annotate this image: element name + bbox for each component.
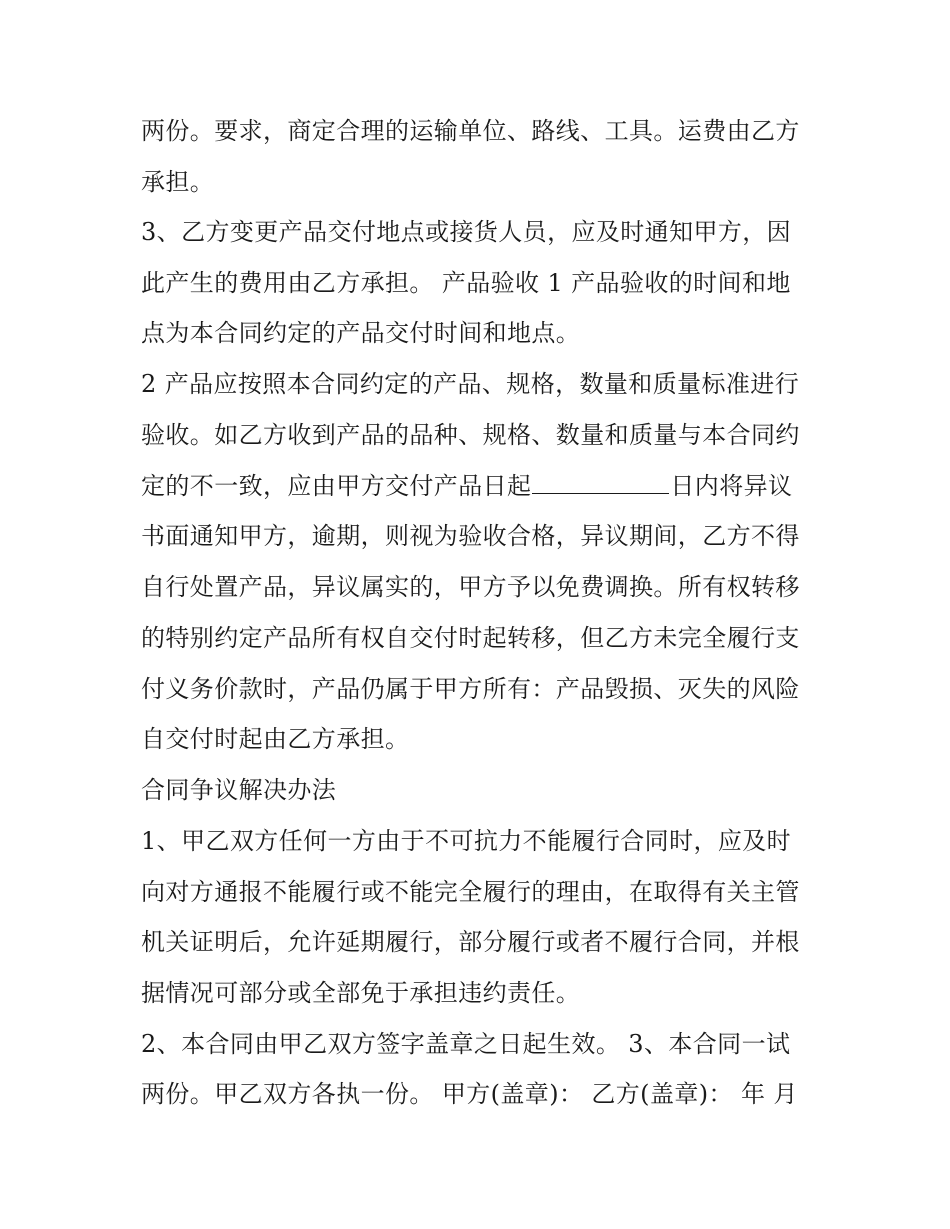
fill-in-blank xyxy=(532,471,669,494)
text-line: 自交付时起由乙方承担。 xyxy=(141,725,410,753)
text-line: 3、乙方变更产品交付地点或接货人员，应及时通知甲方，因 xyxy=(141,218,792,246)
text-line: 两份。甲乙双方各执一份。 甲方(盖章)： 乙方(盖章)： 年 月 xyxy=(141,1080,798,1108)
text-line: 承担。 xyxy=(141,168,215,196)
text-line: 两份。要求，商定合理的运输单位、路线、工具。运费由乙方 xyxy=(141,117,800,145)
text-line: 据情况可部分或全部免于承担违约责任。 xyxy=(141,979,581,1007)
text-line: 1、甲乙双方任何一方由于不可抗力不能履行合同时，应及时 xyxy=(141,827,792,855)
text-line-with-blank xyxy=(141,471,792,501)
text-line: 2 产品应按照本合同约定的产品、规格，数量和质量标准进行 xyxy=(141,370,800,398)
text-line: 点为本合同约定的产品交付时间和地点。 xyxy=(141,319,581,347)
text-line: 的特别约定产品所有权自交付时起转移，但乙方未完全履行支 xyxy=(141,624,800,652)
text-line: 向对方通报不能履行或不能完全履行的理由，在取得有关主管 xyxy=(141,878,800,906)
text-after-blank: 日内将异议 xyxy=(670,472,793,500)
text-line: 自行处置产品，异议属实的，甲方予以免费调换。所有权转移 xyxy=(141,573,800,601)
text-line: 机关证明后，允许延期履行，部分履行或者不履行合同，并根 xyxy=(141,928,800,956)
text-line: 付义务价款时，产品仍属于甲方所有：产品毁损、灭失的风险 xyxy=(141,675,800,703)
text-line: 此产生的费用由乙方承担。 产品验收 1 产品验收的时间和地 xyxy=(141,269,791,297)
text-before-blank: 定的不一致，应由甲方交付产品日起 xyxy=(141,472,532,500)
text-line: 验收。如乙方收到产品的品种、规格、数量和质量与本合同约 xyxy=(141,421,800,449)
section-heading: 合同争议解决办法 xyxy=(141,776,337,804)
text-line: 书面通知甲方，逾期，则视为验收合格，异议期间，乙方不得 xyxy=(141,522,800,550)
text-line: 2、本合同由甲乙双方签字盖章之日起生效。 3、本合同一试 xyxy=(141,1030,791,1058)
